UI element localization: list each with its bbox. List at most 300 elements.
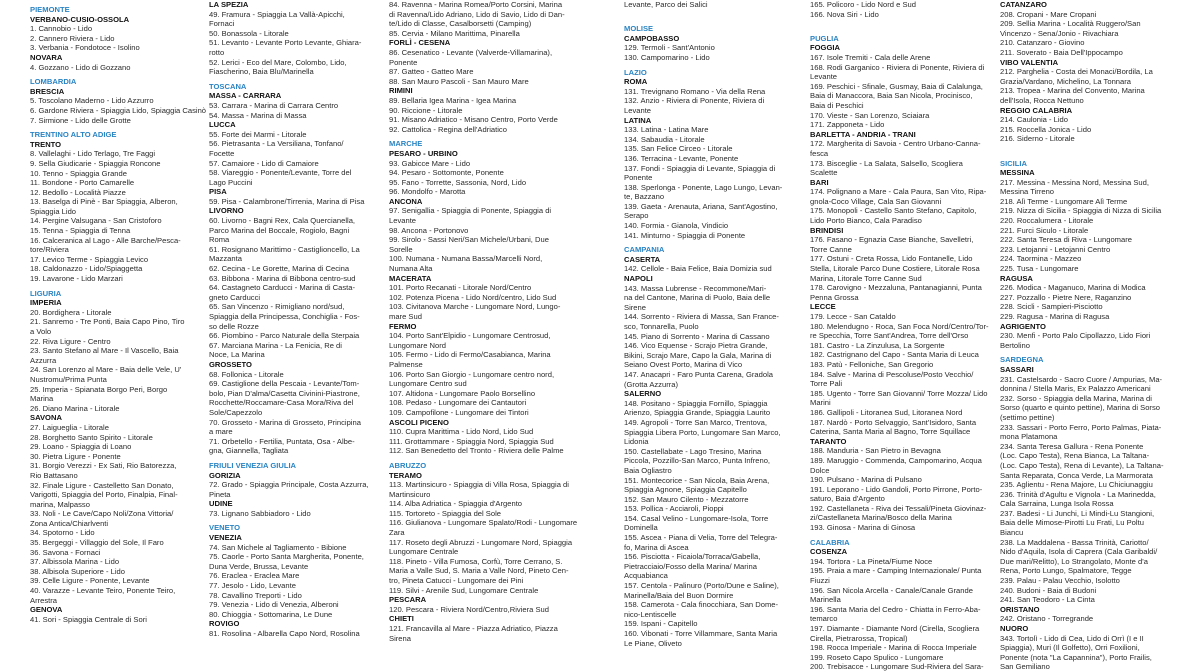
beach-entry: gnola-Coco Village, Cala San Giovanni [810, 196, 942, 206]
beach-entry: mare Sud [389, 312, 422, 321]
province-heading: GORIZIA [209, 470, 241, 480]
beach-entry: 198. Rocca Imperiale - Marina di Rocca Imperiale [810, 643, 977, 653]
province-heading: VERBANO-CUSIO-OSSOLA [30, 14, 130, 24]
beach-entry: 210. Catanzaro - Giovino [1000, 38, 1085, 48]
beach-entry: Maria a Valle Sud, S. Maria a Valle Nord, Pineto Cen- [389, 566, 569, 576]
region-heading: PIEMONTE [30, 5, 70, 14]
province-heading: PISA [209, 187, 227, 197]
beach-entry: Rio Battasano [30, 470, 78, 480]
beach-entry: 62. Cecina - Le Gorette, Marina di Cecina [209, 264, 350, 274]
beach-entry: 104. Porto Sant'Elpidio - Lungomare Centrosud, [389, 331, 551, 341]
beach-entry: donnina / Stella Maris, Ex Palazzo Americani [1000, 384, 1151, 394]
beach-entry: 184. Salve - Marina di Pescoluse/Posto Vecchio/ [810, 369, 974, 379]
beach-entry: 228. Scicli - Sampieri-Pisciotto [1000, 302, 1103, 312]
beach-entry: 172. Margherita di Savoia - Centro Urbano-Canna- [810, 139, 981, 149]
beach-entry: Lungomare Nord [389, 340, 446, 350]
province-heading: RIMINI [389, 86, 413, 96]
province-heading: CAMPOBASSO [624, 33, 680, 43]
beach-entry: 87. Gatteo - Gatteo Mare [389, 67, 474, 77]
beach-entry: 118. Pineto - Villa Fumosa, Corfù, Torre Cerrano, S. [389, 556, 563, 566]
beach-entry: Marina, Litorale Torre Canne Sud [810, 273, 922, 283]
beach-entry: 18. Caldonazzo - Lido/Spiaggetta [30, 264, 143, 274]
beach-entry: 40. Varazze - Levante Teiro, Ponente Teiro, [30, 586, 176, 596]
beach-entry: 50. Bonassola - Litorale [209, 28, 289, 38]
beach-entry: 9. Sella Giudicarie - Spiaggia Roncone [30, 158, 161, 168]
beach-entry: Pineta [209, 489, 231, 499]
beach-entry: 180. Melendugno - Roca, San Foca Nord/Centro/Tor- [810, 321, 989, 331]
beach-entry: 185. Ugento - Torre San Giovanni/ Torre Mozza/ Lido [810, 388, 988, 398]
beach-entry: 137. Fondi - Spiaggia di Levante, Spiaggia di [624, 163, 776, 173]
beach-entry: 221. Furci Siculo - Litorale [1000, 225, 1089, 235]
beach-entry: 67. Marciana Marina - La Fenicia, Re di [209, 340, 342, 350]
beach-entry: Marina [30, 394, 54, 404]
beach-entry: Parco Marina del Boccale, Rogiolo, Bagni [209, 225, 350, 235]
beach-entry: 227. Pozzallo - Pietre Nere, Raganzino [1000, 292, 1132, 302]
beach-entry: 84. Ravenna - Marina Romea/Porto Corsini, Marina [389, 0, 563, 9]
province-heading: RAGUSA [1000, 273, 1033, 283]
beach-entry: 173. Bisceglie - La Salata, Salsello, Scogliera [810, 158, 963, 168]
beach-entry: Acquabianca [624, 571, 668, 581]
beach-entry: 30. Pietra Ligure - Ponente [30, 451, 121, 461]
beach-entry: 169. Peschici - Sfinale, Gusmay, Baia di Calalunga, [810, 81, 983, 91]
beach-entry: 2. Cannero Riviera - Lido [30, 33, 115, 43]
beach-entry: Piccola, Pozzillo-San Marco, Punta Infreno, [624, 456, 771, 466]
province-heading: FERMO [389, 321, 417, 331]
beach-entry: 53. Carrara - Marina di Carrara Centro [209, 100, 339, 110]
beach-entry: 199. Roseto Capo Spulico - Lungomare [810, 652, 944, 662]
beach-entry: 95. Fano - Torrette, Sassonia, Nord, Lido [389, 177, 527, 187]
beach-entry: Arienzo, Spiaggia Grande, Spiaggia Laurito [624, 408, 771, 418]
beach-entry: 176. Fasano - Egnazia Case Bianche, Savelletri, [810, 235, 974, 245]
beach-entry: a mare [209, 427, 233, 437]
beach-entry: Zona Antica/Chiarlventi [30, 518, 109, 528]
region-heading: TRENTINO ALTO ADIGE [30, 130, 117, 140]
beach-entry: so delle Rozze [209, 321, 259, 331]
beach-entry: Grazia/Vardano, Michelino, La Tonnara [1000, 76, 1131, 86]
text-column [389, 0, 589, 643]
province-heading: NAPOLI [624, 274, 653, 284]
province-heading: AGRIGENTO [1000, 321, 1046, 331]
text-column [624, 0, 784, 648]
beach-entry: Levante [810, 72, 838, 82]
beach-entry: Lidonia [624, 437, 649, 447]
beach-entry: 165. Policoro - Lido Nord e Sud [810, 0, 916, 9]
beach-entry: 209. Sellia Marina - Località Ruggero/San [1000, 19, 1141, 29]
beach-entry: 36. Savona - Fornaci [30, 547, 101, 557]
beach-entry: Nido d'Aquila, Isola di Caprera (Cala Garibaldi/ [1000, 547, 1158, 557]
beach-entry: 25. Imperia - Spianata Borgo Peri, Borgo [30, 384, 168, 394]
beach-entry: 17. Levico Terme - Spiaggia Levico [30, 254, 149, 264]
beach-entry: 16. Calceranica al Lago - Alle Barche/Pesca- [30, 235, 181, 245]
beach-entry: 86. Cesenatico - Levante (Valverde-Villamarina), [389, 47, 553, 57]
beach-entry: 189. Maruggio - Commenda, Campomarino, Acqua [810, 455, 982, 465]
beach-entry: 15. Tenna - Spiaggia di Tenna [30, 226, 131, 236]
region-heading: MOLISE [624, 24, 654, 34]
beach-entry: Fornaci [209, 19, 235, 29]
beach-entry: 213. Tropea - Marina del Convento, Marina [1000, 86, 1145, 96]
beach-entry: Sole/Capezzolo [209, 407, 263, 417]
beach-entry: 132. Anzio - Riviera di Ponente, Riviera di [624, 96, 765, 106]
beach-entry: Seiano Ovest Porto, Marina di Vico [624, 360, 743, 370]
beach-entry: 89. Bellaria Igea Marina - Igea Marina [389, 95, 517, 105]
province-heading: ROMA [624, 77, 648, 87]
beach-entry: Baia di Manaccora, Baia San Nicola, Procinisco, [810, 91, 973, 101]
beach-entry: 75. Caorle - Porto Santa Margherita, Ponente, [209, 552, 364, 562]
province-heading: TERAMO [389, 470, 422, 480]
beach-entry: 150. Castellabate - Lago Tresino, Marina [624, 446, 762, 456]
beach-entry: 13. Baselga di Pinè - Bar Spiaggia, Alberon, [30, 197, 178, 207]
beach-entry: 192. Castellaneta - Riva dei Tessali/Pineta Giovinaz- [810, 503, 987, 513]
beach-entry: Vincenzo - Sena/Jonio - Rivachiara [1000, 28, 1119, 38]
beach-entry: Sirene [624, 302, 646, 312]
beach-entry: 70. Grosseto - Marina di Grosseto, Principina [209, 417, 361, 427]
province-heading: REGGIO CALABRIA [1000, 105, 1073, 115]
beach-entry: 108. Pedaso - Lungomare dei Cantautori [389, 398, 527, 408]
beach-entry: 85. Cervia - Milano Marittima, Pinarella [389, 28, 520, 38]
beach-entry: 237. Badesi - Li Junchi, Li Mindi-Lu Stangioni, [1000, 508, 1155, 518]
beach-entry: 183. Patù - Felloniche, San Gregorio [810, 359, 934, 369]
beach-entry: Levante, Parco dei Salici [624, 0, 708, 9]
beach-entry: 107. Altidona - Lungomare Paolo Borsellino [389, 388, 536, 398]
region-heading: VENETO [209, 523, 241, 533]
beach-entry: Focette [209, 148, 235, 158]
beach-entry: 187. Nardò - Porto Selvaggio, Sant'Isidoro, Santa [810, 417, 977, 427]
beach-entry: tore/Riviera [30, 245, 69, 255]
beach-entry: Stella, Litorale Parco Dune Costiere, Litorale Rosa [810, 264, 980, 274]
province-heading: VENEZIA [209, 533, 242, 543]
beach-entry: 11. Bondone - Porto Camarelle [30, 178, 135, 188]
beach-entry: 226. Modica - Maganuco, Marina di Modica [1000, 283, 1146, 293]
beach-entry: Pietracciaio/Fosso della Marina/ Marina [624, 561, 757, 571]
province-heading: GENOVA [30, 605, 63, 615]
beach-entry: 37. Albissola Marina - Lido [30, 557, 120, 567]
beach-entry: Roma [209, 235, 230, 245]
beach-entry: 100. Numana - Numana Bassa/Marcelli Nord, [389, 254, 543, 264]
beach-entry: 121. Francavilla al Mare - Piazza Adriatico, Piazza [389, 624, 558, 633]
beach-entry: 98. Ancona - Portonovo [389, 225, 469, 235]
province-heading: FOGGIA [810, 43, 840, 53]
beach-entry: 88. San Mauro Pascoli - San Mauro Mare [389, 76, 529, 86]
beach-entry: 229. Ragusa - Marina di Ragusa [1000, 312, 1110, 321]
beach-entry: 160. Vibonati - Torre Villammare, Santa Maria [624, 629, 778, 638]
beach-entry: 208. Cropani - Mare Cropani [1000, 9, 1097, 19]
beach-entry: fesca [810, 148, 829, 158]
beach-entry: 153. Pollica - Acciaroli, Pioppi [624, 504, 724, 514]
beach-entry: bolo, Pian D'alma/Casetta Civinini-Piastrone, [209, 388, 360, 398]
province-heading: ASCOLI PICENO [389, 417, 449, 427]
beach-entry: 103. Civitanova Marche - Lungomare Nord, Lungo- [389, 302, 561, 312]
province-heading: NUORO [1000, 624, 1029, 633]
region-heading: PUGLIA [810, 33, 839, 43]
beach-entry: (Grotta Azzurra) [624, 379, 679, 389]
beach-entry: 73. Lignano Sabbiadoro - Lido [209, 508, 311, 518]
region-heading: SARDEGNA [1000, 355, 1044, 365]
beach-entry: 111. Grottammare - Spiaggia Nord, Spiaggia Sud [389, 436, 554, 446]
beach-entry: 65. San Vincenzo - Rimigliano nord/sud, [209, 302, 345, 312]
province-heading: COSENZA [810, 547, 848, 557]
region-heading: CAMPANIA [624, 245, 665, 255]
beach-entry: Penna Grossa [810, 292, 859, 302]
beach-entry: 212. Parghelia - Costa dei Monaci/Bordila, La [1000, 67, 1153, 77]
beach-entry: 63. Bibbona - Marina di Bibbona centro-sud [209, 273, 356, 283]
beach-entry: 142. Cellole - Baia Felice, Baia Domizia sud [624, 264, 772, 274]
province-heading: CATANZARO [1000, 0, 1047, 9]
beach-entry: Spiaggia della Principessa, Conchiglia - Fos- [209, 312, 360, 321]
beach-entry: Cirella, Pietrarossa, Tropical) [810, 633, 908, 643]
beach-entry: temarco [810, 614, 838, 624]
beach-entry: 238. La Maddalena - Bassa Trinità, Cariotto/ [1000, 537, 1149, 547]
province-heading: CASERTA [624, 254, 661, 264]
beach-entry: Nustromu/Prima Punta [30, 374, 107, 384]
beach-entry: 216. Siderno - Litorale [1000, 134, 1075, 144]
beach-entry: gna, Giannella, Tagliata [209, 446, 289, 456]
beach-entry: 236. Trinità d'Agultu e Vignola - La Marinedda, [1000, 489, 1156, 499]
beach-entry: 138. Sperlonga - Ponente, Lago Lungo, Levan- [624, 182, 783, 192]
beach-entry: 72. Grado - Spiaggia Principale, Costa Azzurra, [209, 480, 369, 490]
beach-entry: 71. Orbetello - Fertilia, Puntata, Osa - Albe- [209, 436, 355, 446]
beach-entry: 133. Latina - Latina Mare [624, 125, 709, 135]
beach-entry: di Ravenna/Lido Adriano, Lido di Savio, Lido di Dan- [389, 9, 565, 19]
beach-entry: 152. San Mauro Cilento - Mezzatorre [624, 494, 749, 504]
beach-entry: Marini [810, 398, 831, 408]
beach-entry: 61. Rosignano Marittimo - Castiglioncello, La [209, 244, 360, 254]
region-heading: FRIULI VENEZIA GIULIA [209, 460, 297, 470]
spacer [810, 19, 995, 29]
beach-entry: 144. Sorrento - Riviera di Massa, San France- [624, 312, 779, 322]
province-heading: BRESCIA [30, 86, 65, 96]
beach-entry: 157. Centola - Palinuro (Porto/Dune e Saline), [624, 581, 779, 591]
beach-entry: 134. Sabaudia - Litorale [624, 134, 705, 144]
beach-entry: 96. Mondolfo - Marotta [389, 187, 466, 197]
region-heading: LOMBARDIA [30, 77, 77, 87]
beach-entry: 10. Tenno - Spiaggia Grande [30, 168, 127, 178]
beach-entry: 20. Bordighera - Litorale [30, 307, 112, 317]
beach-entry: Rena, Porto Lungo, Spalmatore, Tegge [1000, 566, 1132, 576]
beach-entry: 141. Minturno - Spiaggia di Ponente [624, 230, 746, 240]
beach-entry: 143. Massa Lubrense - Recommone/Mari- [624, 283, 767, 293]
beach-entry: 55. Forte dei Marmi - Litorale [209, 129, 307, 139]
province-heading: MACERATA [389, 273, 432, 283]
beach-entry: 140. Formia - Gianola, Vindicio [624, 221, 729, 231]
text-column [30, 0, 207, 640]
beach-entry: 6. Gardone Riviera - Spiaggia Lido, Spiaggia Casinò [30, 105, 207, 115]
beach-entry: 217. Messina - Messina Nord, Messina Sud, [1000, 177, 1149, 187]
beach-entry: 149. Agropoli - Torre San Marco, Trentova, [624, 417, 767, 427]
beach-entry: a Volo [30, 327, 52, 336]
beach-entry: 113. Martinsicuro - Spiaggia di Villa Rosa, Spiaggia di [389, 480, 569, 490]
beach-entry: mona Platamona [1000, 432, 1058, 442]
beach-entry: (settimo pettine) [1000, 412, 1055, 422]
beach-entry: Le Piane, Oliveto [624, 638, 682, 648]
beach-entry: 81. Rosolina - Albarella Capo Nord, Rosolina [209, 629, 360, 638]
beach-entry: marina, Malpasso [30, 499, 90, 509]
beach-entry: Due mari/Relitto), Lo Strangolato, Monte d'a [1000, 556, 1148, 566]
beach-entry: Varigotti, Spiaggia del Porto, Finalpia, Final- [30, 490, 178, 500]
beach-entry: na del Cantone, Marina di Puolo, Baia delle [624, 293, 771, 303]
beach-entry: 105. Fermo - Lido di Fermo/Casabianca, Marina [389, 350, 551, 360]
beach-entry: 8. Vallelaghi - Lido Terlago, Tre Faggi [30, 149, 156, 159]
beach-entry: 56. Pietrasanta - La Versiliana, Tonfano/ [209, 139, 344, 149]
beach-entry: 168. Rodi Garganico - Riviera di Ponente, Riviera di [810, 62, 985, 72]
beach-entry: 116. Giulianova - Lungomare Spalato/Rodi - Lungomare [389, 518, 578, 528]
beach-entry: 12. Bedollo - Località Piazze [30, 187, 126, 197]
beach-entry: 154. Casal Velino - Lungomare-Isola, Torre [624, 513, 769, 523]
beach-entry: 197. Diamante - Diamante Nord (Cirella, Scogliera [810, 624, 980, 633]
beach-entry: San Gemiliano [1000, 662, 1050, 672]
beach-entry: Noce, La Marina [209, 350, 265, 360]
text-column [810, 0, 995, 672]
beach-entry: Messina Tirreno [1000, 187, 1055, 197]
beach-entry: 129. Termoli - Sant'Antonio [624, 43, 715, 53]
beach-entry: 232. Sorso - Spiaggia della Marina, Marina di [1000, 393, 1152, 403]
beach-entry: 182. Castrignano del Capo - Santa Maria di Leuca [810, 350, 979, 360]
beach-entry: Spiaggia Agnone, Spiaggia Capitello [624, 485, 747, 495]
province-heading: LIVORNO [209, 206, 244, 216]
province-heading: UDINE [209, 499, 233, 509]
province-heading: LA SPEZIA [209, 0, 249, 9]
beach-entry: 3. Verbania - Fondotoce - Isolino [30, 43, 140, 53]
beach-entry: 92. Cattolica - Regina dell'Adriatico [389, 124, 507, 134]
beach-entry: 94. Pesaro - Sottomonte, Ponente [389, 168, 504, 178]
beach-entry: Levante [624, 105, 652, 115]
beach-entry: 51. Levanto - Levante Porto Levante, Ghiara- [209, 38, 362, 48]
beach-entry: 28. Borghetto Santo Spirito - Litorale [30, 432, 153, 442]
beach-entry: 80. Chioggia - Sottomarina, Le Dune [209, 609, 333, 619]
beach-entry: Numana Alta [389, 264, 433, 274]
beach-entry: 166. Nova Siri - Lido [810, 9, 879, 19]
beach-entry: 225. Tusa - Lungomare [1000, 264, 1079, 274]
beach-entry: Cala Sarraina, Lunga Isola Rossa [1000, 499, 1114, 509]
beach-entry: (Loc. Capo Testa), Rena Bianca, La Taltana- [1000, 451, 1150, 461]
beach-entry: 178. Carovigno - Mezzaluna, Pantanagianni, Punta [810, 283, 982, 293]
beach-entry: Scalette [810, 168, 838, 178]
beach-entry: 235. Aglientu - Rena Majore, Lu Chiciunaggiu [1000, 480, 1153, 490]
beach-entry: fo, Marina di Ascea [624, 542, 689, 552]
beach-entry: 148. Positano - Spiaggia Fornillo, Spiaggia [624, 398, 768, 408]
province-heading: BRINDISI [810, 225, 844, 235]
beach-entry: Sorelle [389, 244, 413, 254]
beach-entry: 170. Vieste - San Lorenzo, Sciaiara [810, 110, 930, 120]
beach-entry: 174. Polignano a Mare - Cala Paura, San Vito, Ripa- [810, 187, 987, 197]
beach-entry: gneto Carducci [209, 292, 261, 302]
province-heading: SALERNO [624, 389, 662, 399]
beach-entry: 234. Santa Teresa Gallura - Rena Ponente [1000, 441, 1144, 451]
beach-entry: Bikini, Scrajo Mare, Capo la Gala, Marina di [624, 350, 772, 360]
beach-entry: 5. Toscolano Maderno - Lido Azzurro [30, 96, 154, 106]
beach-entry: 218. Alì Terme - Lungomare Alì Terme [1000, 196, 1128, 206]
province-heading: ANCONA [389, 196, 423, 206]
beach-entry: Lungomare Centro sud [389, 379, 467, 389]
beach-entry: 146. Vico Equense - Scrajo Pietra Grande, [624, 341, 768, 351]
beach-entry: Fiascherino, Baia Blu/Marinella [209, 67, 314, 77]
beach-entry: 69. Castiglione della Pescaia - Levante/Tom- [209, 379, 360, 389]
province-heading: ROVIGO [209, 619, 240, 629]
beach-entry: 343. Tortolì - Lido di Cea, Lido di Orrì (I e II [1000, 633, 1144, 643]
beach-entry: 99. Sirolo - Sassi Neri/San Michele/Urbani, Due [389, 235, 549, 245]
province-heading: MASSA - CARRARA [209, 91, 282, 101]
beach-entry: 223. Letojanni - Letojanni Centro [1000, 244, 1111, 254]
beach-entry: 139. Gaeta - Arenauta, Ariana, Sant'Agostino, [624, 201, 778, 211]
beach-entry: 34. Spotorno - Lido [30, 528, 95, 538]
beach-entry: 114. Alba Adriatica - Spiaggia d'Argento [389, 499, 523, 509]
beach-entry: Torre Pali [810, 379, 843, 389]
beach-entry: 240. Budoni - Baia di Budoni [1000, 585, 1097, 595]
beach-entry: Baia Ogliastro [624, 465, 672, 475]
beach-entry: 74. San Michele al Tagliamento - Bibione [209, 542, 347, 552]
beach-entry: Torre Canne [810, 244, 852, 254]
province-heading: LUCCA [209, 120, 236, 130]
beach-entry: 59. Pisa - Calambrone/Tirrenia, Marina di Pisa [209, 196, 365, 206]
beach-entry: 52. Lerici - Eco del Mare, Colombo, Lido, [209, 57, 347, 67]
beach-entry: Zara [389, 528, 405, 538]
province-heading: BARI [810, 177, 829, 187]
beach-entry: 49. Framura - Spiaggia La Vallà-Apicchi, [209, 9, 345, 19]
beach-entry: 79. Venezia - Lido di Venezia, Alberoni [209, 600, 339, 610]
beach-entry: 214. Caulonia - Lido [1000, 115, 1068, 125]
beach-entry: nico-Lentiscelle [624, 609, 677, 619]
province-heading: VIBO VALENTIA [1000, 57, 1059, 67]
beach-entry: Lungomare Centrale [389, 547, 459, 557]
province-heading: IMPERIA [30, 298, 62, 308]
beach-entry: 196. San Nicola Arcella - Canale/Canale Grande [810, 585, 973, 595]
beach-entry: Spiaggia), Muri (Il Golfetto), Orri Foxilioni, [1000, 643, 1140, 653]
province-heading: TRENTO [30, 139, 62, 149]
beach-entry: 33. Noli - Le Cave/Capo Noli/Zona Vittoria/ [30, 509, 174, 519]
beach-entry: 158. Camerota - Cala finocchiara, San Dome- [624, 600, 779, 610]
beach-entry: 66. Piombino - Parco Naturale della Sterpaia [209, 331, 360, 341]
beach-entry: (Loc. Capo Testa), Rena di Levante), La Taltana- [1000, 460, 1164, 470]
beach-entry: 136. Terracina - Levante, Ponente [624, 153, 739, 163]
beach-entry: 151. Montecorice - San Nicola, Baia Arena, [624, 475, 770, 485]
beach-entry: 22. Riva Ligure - Centro [30, 336, 111, 346]
beach-entry: Rocchette/Roccamare-Casa Mora/Riva del [209, 398, 354, 408]
beach-entry: 7. Sirmione - Lido delle Grotte [30, 115, 131, 125]
province-heading: BARLETTA - ANDRIA - TRANI [810, 129, 916, 139]
beach-entry: re Specchia, Torre Sant'Andrea, Torre dell'Orso [810, 331, 969, 341]
province-heading: CHIETI [389, 614, 414, 624]
region-heading: ABRUZZO [389, 460, 427, 470]
beach-entry: Arrestra [30, 595, 58, 605]
beach-entry: 29. Loano - Spiaggia di Loano [30, 442, 132, 452]
beach-entry: 91. Misano Adriatico - Misano Centro, Porto Verde [389, 115, 558, 125]
province-heading: LECCE [810, 302, 836, 312]
beach-entry: 23. Santo Stefano al Mare - Il Vascello, Baia [30, 346, 179, 356]
beach-entry: Ponente [624, 173, 653, 183]
text-column [209, 0, 377, 640]
beach-entry: 77. Jesolo - Lido, Levante [209, 581, 296, 591]
beach-entry: 14. Pergine Valsugana - San Cristoforo [30, 216, 162, 226]
beach-entry: 193. Ginosa - Marina di Ginosa [810, 523, 916, 533]
beach-entry: 186. Gallipoli - Litoranea Sud, Litoranea Nord [810, 407, 963, 417]
beach-entry: 38. Albisola Superiore - Lido [30, 566, 125, 576]
beach-entry: 27. Laigueglia - Litorale [30, 422, 109, 432]
beach-entry: Ponente [389, 57, 418, 67]
beach-entry: 222. Santa Teresa di Riva - Lungomare [1000, 235, 1132, 245]
beach-entry: Dominella [624, 523, 658, 533]
beach-entry: Baia delle Mimose-Pirotti Lu Frati, Lu Poltu [1000, 518, 1144, 528]
beach-entry: 191. Leporano - Lido Gandoli, Porto Pirrone, Porto- [810, 484, 983, 494]
beach-entry: 68. Follonica - Litorale [209, 369, 284, 379]
beach-entry: 115. Tortoreto - Spiaggia del Sole [389, 508, 502, 518]
beach-entry: Fiuzzi [810, 576, 830, 586]
province-heading: FORLÌ - CESENA [389, 38, 451, 48]
region-heading: LIGURIA [30, 288, 62, 298]
beach-entry: 110. Cupra Marittima - Lido Nord, Lido Sud [389, 427, 534, 437]
spacer [1000, 144, 1192, 154]
beach-entry: 171. Zapponeta - Lido [810, 120, 885, 130]
beach-entry: Levante [389, 216, 417, 226]
province-heading: MESSINA [1000, 168, 1035, 178]
